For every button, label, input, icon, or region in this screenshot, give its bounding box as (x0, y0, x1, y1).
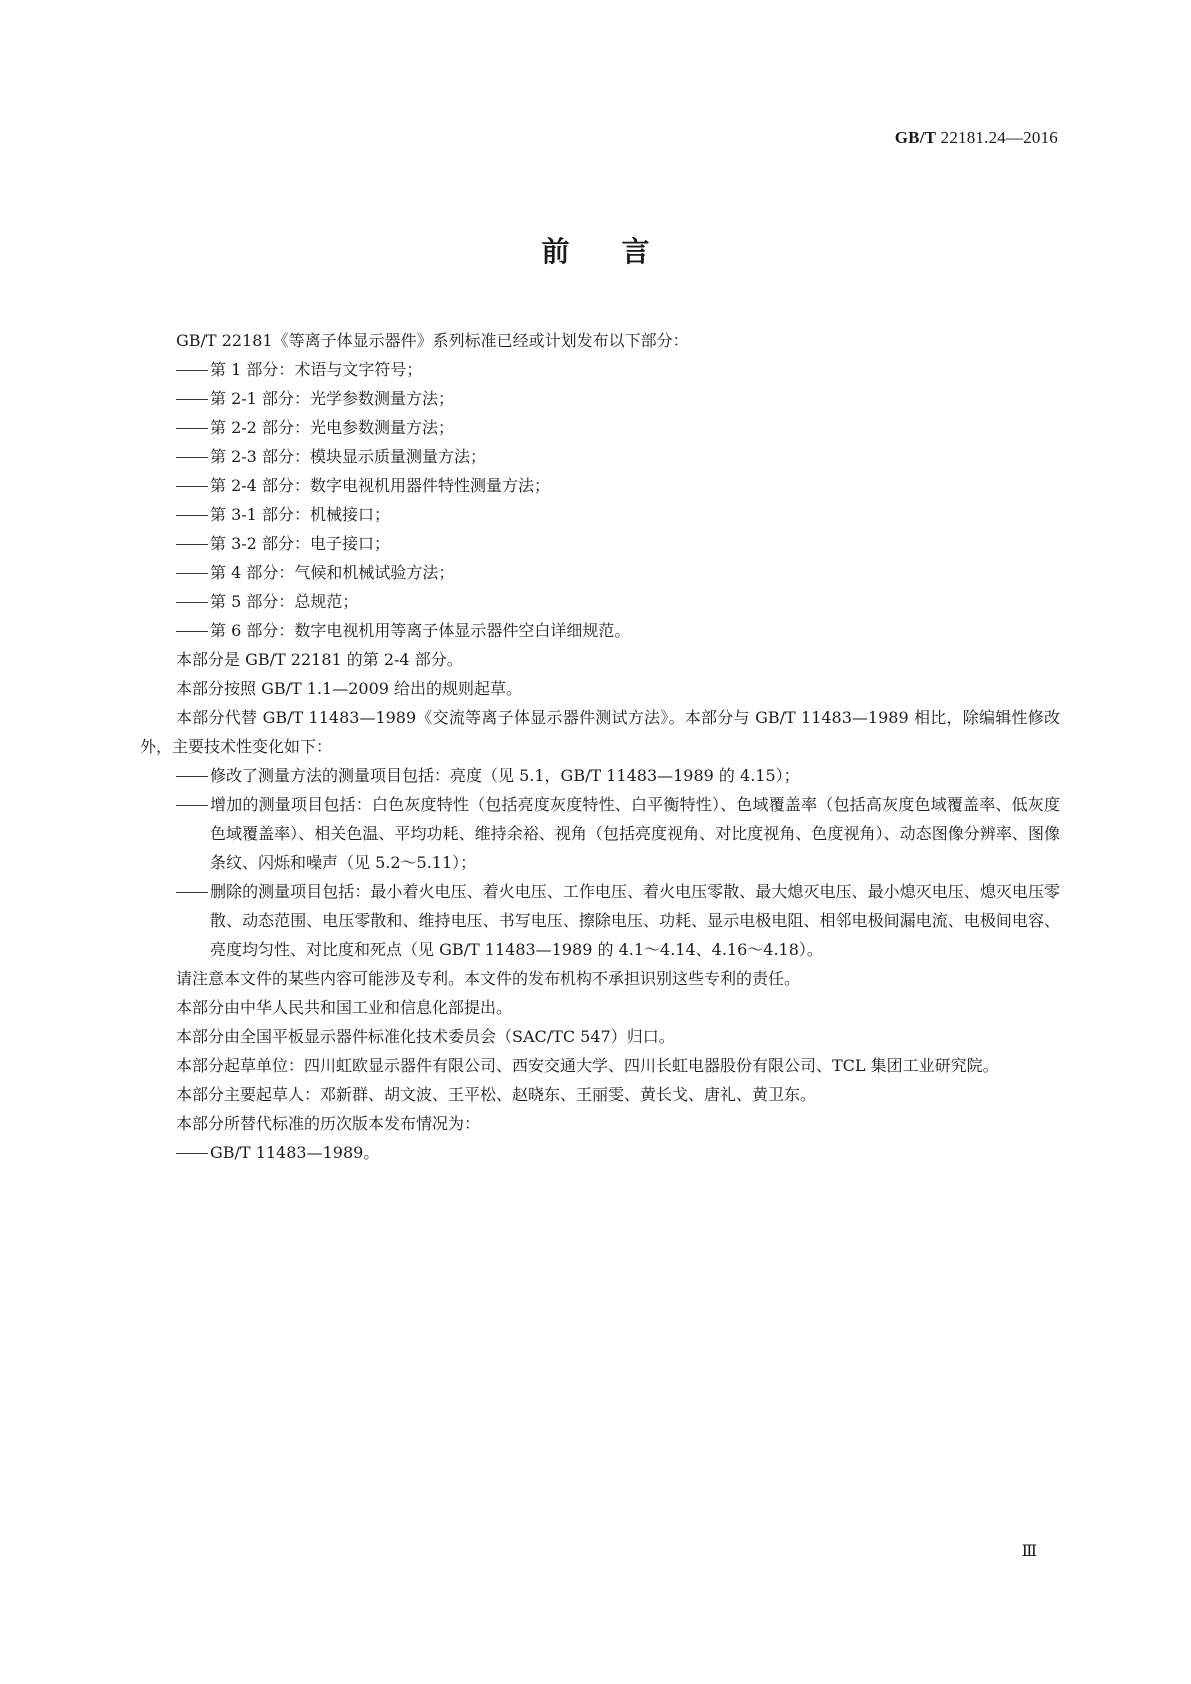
list-item-text: 第 4 部分：气候和机械试验方法； (210, 563, 455, 582)
em-dash-mark (176, 500, 210, 529)
list-item-part-2-4 (140, 471, 1060, 500)
change-modified (140, 761, 1060, 790)
patent-notice: 请注意本文件的某些内容可能涉及专利。本文件的发布机构不承担识别这些专利的责任。 (176, 969, 801, 988)
version-history-item (140, 1138, 1060, 1167)
drafting-organizations: 本部分起草单位：四川虹欧显示器件有限公司、西安交通大学、四川长虹电器股份有限公司、TCL 集团工业研究院。 (176, 1056, 999, 1075)
list-item-part-2-1 (140, 384, 1060, 413)
technical-committee: 本部分由全国平板显示器件标准化技术委员会（SAC/TC 547）归口。 (176, 1027, 675, 1046)
em-dash-mark (176, 558, 210, 587)
proposed-by: 本部分由中华人民共和国工业和信息化部提出。 (176, 998, 513, 1017)
standard-number (895, 128, 1058, 148)
standard-code: 22181.24—2016 (936, 128, 1058, 147)
list-item-part-5 (140, 587, 1060, 616)
list-item-text: 第 2-4 部分：数字电视机用器件特性测量方法； (210, 476, 550, 495)
em-dash-mark (176, 790, 210, 819)
standard-prefix: GB/T (894, 128, 937, 147)
em-dash-mark (176, 587, 210, 616)
foreword-body (140, 326, 1060, 1167)
list-item-text: 第 3-2 部分：电子接口； (210, 534, 390, 553)
list-item-text: GB/T 11483—1989。 (210, 1143, 380, 1162)
change-added (140, 790, 1060, 877)
list-item-text: 增加的测量项目包括：白色灰度特性（包括亮度灰度特性、白平衡特性）、色域覆盖率（包括高灰度色域覆盖率、低灰度色域覆盖率）、相关色温、平均功耗、维持余裕、视角（包括亮度视角、对比度视角、色度视角）、动态图像分辨率、图像条纹、闪烁和噪声（见 5.2～5.11）； (210, 795, 1060, 872)
list-item-part-3-2 (140, 529, 1060, 558)
em-dash-mark (176, 384, 210, 413)
version-history-heading: 本部分所替代标准的历次版本发布情况为： (176, 1114, 481, 1133)
list-item-part-4 (140, 558, 1060, 587)
em-dash-mark (176, 471, 210, 500)
main-drafters: 本部分主要起草人：邓新群、胡文波、王平松、赵晓东、王丽雯、黄长戈、唐礼、黄卫东。 (176, 1085, 817, 1104)
change-deleted (140, 877, 1060, 964)
list-item-text: 第 1 部分：术语与文字符号； (210, 360, 423, 379)
list-item-part-2-2 (140, 413, 1060, 442)
list-item-text: 第 2-1 部分：光学参数测量方法； (210, 389, 454, 408)
intro-paragraph: GB/T 22181《等离子体显示器件》系列标准已经或计划发布以下部分： (176, 331, 689, 350)
list-item-text: 第 6 部分：数字电视机用等离子体显示器件空白详细规范。 (210, 621, 631, 640)
list-item-part-6 (140, 616, 1060, 645)
list-item-text: 修改了测量方法的测量项目包括：亮度（见 5.1，GB/T 11483—1989 的 4.15）； (210, 766, 800, 785)
em-dash-mark (176, 355, 210, 384)
page-number: Ⅲ (1021, 1543, 1037, 1560)
list-item-part-2-3 (140, 442, 1060, 471)
em-dash-mark (176, 413, 210, 442)
page-title: 前言 (541, 235, 702, 268)
list-item-text: 第 2-3 部分：模块显示质量测量方法； (210, 447, 486, 466)
em-dash-mark (176, 529, 210, 558)
list-item-text: 删除的测量项目包括：最小着火电压、着火电压、工作电压、着火电压零散、最大熄灭电压、最小熄灭电压、熄灭电压零散、动态范围、电压零散和、维持电压、书写电压、擦除电压、功耗、显示电极电阻、相邻电极间漏电流、电极间电容、亮度均匀性、对比度和死点（见 GB/T 11483—1989 的 4.1～4.14、4.16～4.18）。 (210, 882, 1060, 959)
em-dash-mark (176, 761, 210, 790)
em-dash-mark (176, 1138, 210, 1167)
replacement-statement: 本部分代替 GB/T 11483—1989《交流等离子体显示器件测试方法》。本部分与 GB/T 11483—1989 相比，除编辑性修改外，主要技术性变化如下： (140, 708, 1060, 756)
em-dash-mark (176, 616, 210, 645)
list-item-part-1 (140, 355, 1060, 384)
list-item-text: 第 5 部分：总规范； (210, 592, 359, 611)
list-item-part-3-1 (140, 500, 1060, 529)
part-statement: 本部分是 GB/T 22181 的第 2-4 部分。 (176, 650, 463, 669)
em-dash-mark (176, 877, 210, 906)
em-dash-mark (176, 442, 210, 471)
list-item-text: 第 2-2 部分：光电参数测量方法； (210, 418, 454, 437)
list-item-text: 第 3-1 部分：机械接口； (210, 505, 390, 524)
drafting-rules: 本部分按照 GB/T 1.1—2009 给出的规则起草。 (176, 679, 523, 698)
